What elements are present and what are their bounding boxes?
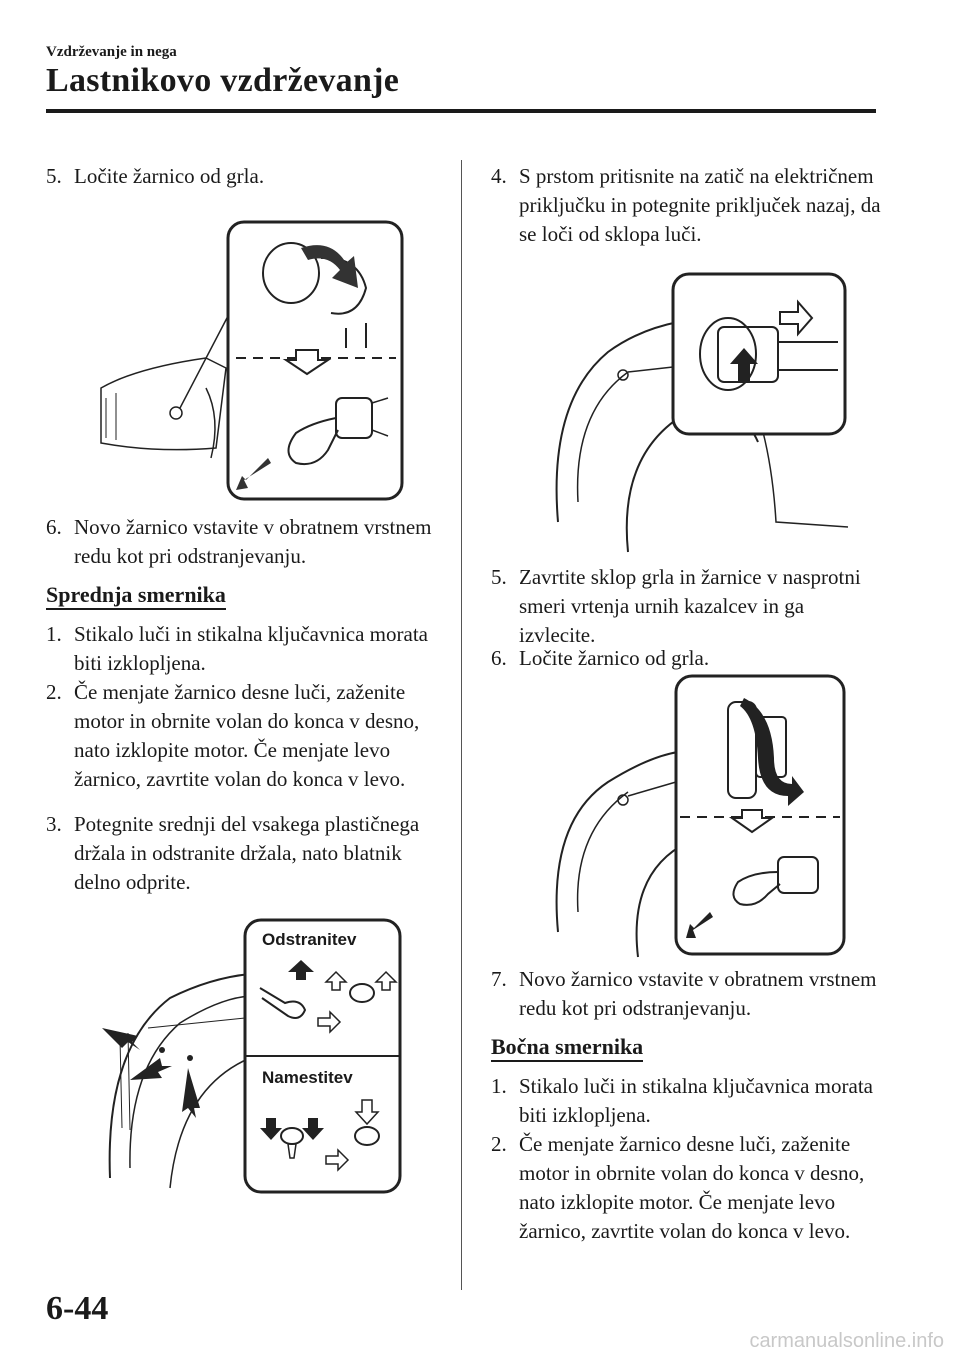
section-heading-front-turn (46, 582, 226, 608)
figure-label-remove: Odstranitev (262, 930, 357, 949)
step-text: Če menjate žarnico desne luči, zaženite motor in obrnite volan do konca v desno, nato izklopite motor. Če menjate levo žarnico, zavrtite volan do konca v levo. (74, 680, 420, 791)
step-text: Ločite žarnico od grla. (74, 164, 265, 188)
step-6-left (46, 513, 446, 571)
step-7-right (491, 965, 881, 1023)
page-number: 6-44 (46, 1290, 109, 1327)
step-number: 5. (491, 565, 507, 589)
step-text: Potegnite srednji del vsakega plastičnega držala in odstranite držala, nato blatnik delno odprite. (74, 812, 420, 894)
section-heading-text: Sprednja smernika (46, 582, 226, 610)
step-text: Novo žarnico vstavite v obratnem vrstnem redu kot pri odstranjevanju. (519, 967, 877, 1020)
figure-bulb-socket-left (96, 218, 406, 503)
step-6-right (491, 644, 881, 673)
step-number: 2. (491, 1132, 507, 1156)
figure-connector-release (548, 272, 853, 557)
step-text: Stikalo luči in stikalna ključavnica morata biti izklopljena. (519, 1074, 873, 1127)
step-text: Novo žarnico vstavite v obratnem vrstnem redu kot pri odstranjevanju. (74, 515, 432, 568)
step-text: S prstom pritisnite na zatič na električnem priključku in potegnite priključek nazaj, da se loči od sklopa luči. (519, 164, 881, 246)
step-1-right (491, 1072, 881, 1130)
breadcrumb: Vzdrževanje in nega (46, 44, 177, 60)
step-5-right (491, 563, 881, 650)
step-2-left (46, 678, 446, 794)
step-number: 4. (491, 164, 507, 188)
step-number: 3. (46, 812, 62, 836)
figure-label-install: Namestitev (262, 1068, 353, 1087)
step-1-left (46, 620, 446, 678)
step-2-right (491, 1130, 881, 1246)
step-text: Zavrtite sklop grla in žarnice v nasprotni smeri vrtenja urnih kazalcev in ga izvlecite. (519, 565, 861, 647)
step-text: Stikalo luči in stikalna ključavnica morata biti izklopljena. (74, 622, 428, 675)
step-3-left (46, 810, 446, 897)
title-rule (46, 109, 876, 113)
step-number: 1. (491, 1074, 507, 1098)
step-number: 5. (46, 164, 62, 188)
step-number: 7. (491, 967, 507, 991)
step-number: 1. (46, 622, 62, 646)
section-heading-side-turn (491, 1034, 643, 1060)
column-divider (461, 160, 462, 1290)
section-heading-text: Bočna smernika (491, 1034, 643, 1062)
page-title: Lastnikovo vzdrževanje (46, 62, 400, 99)
step-5-left (46, 162, 446, 191)
figure-fender-clips (100, 918, 405, 1198)
figure-socket-rotate (548, 672, 853, 962)
step-number: 2. (46, 680, 62, 704)
step-number: 6. (491, 646, 507, 670)
footer-watermark[interactable]: carmanualsonline.info (749, 1330, 944, 1352)
step-text: Če menjate žarnico desne luči, zaženite motor in obrnite volan do konca v desno, nato izklopite motor. Če menjate levo žarnico, zavrtite volan do konca v levo. (519, 1132, 865, 1243)
step-4-right (491, 162, 881, 249)
step-text: Ločite žarnico od grla. (519, 646, 710, 670)
step-number: 6. (46, 515, 62, 539)
